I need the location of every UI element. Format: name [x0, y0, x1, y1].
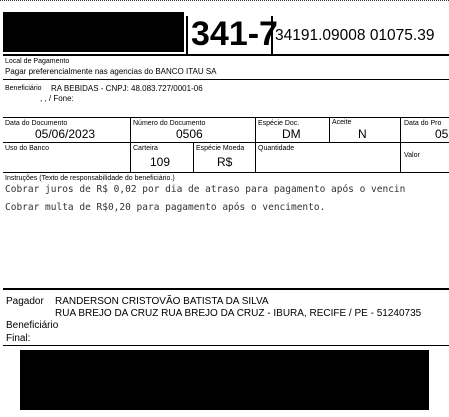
barcode-redacted	[20, 350, 429, 410]
doc-number-label: Número do Documento	[133, 120, 206, 127]
payment-place-value: Pagar preferencialmente nas agencias do BANCO ITAU SA	[5, 67, 217, 76]
payer-beneficiary-label: Beneficiário	[6, 320, 59, 331]
doc-kind-label: Espécie Doc.	[258, 120, 300, 127]
rule-row2	[3, 172, 449, 173]
proc-date-label: Data do Pro	[404, 120, 442, 127]
final-beneficiary-label: Final:	[6, 333, 31, 344]
payment-place-label: Local de Pagamento	[5, 58, 70, 65]
doc-kind-value: DM	[282, 127, 301, 141]
instruction-line: Cobrar juros de R$ 0,02 por dia de atraso para pagamento após o vencin	[5, 184, 406, 195]
row1-sep-3	[329, 117, 330, 142]
currency-label: Espécie Moeda	[196, 145, 245, 152]
digitable-line: 34191.09008 01075.39	[275, 27, 435, 44]
accept-value: N	[358, 127, 367, 141]
beneficiary-address: , , / Fone:	[40, 94, 74, 103]
rule-row1	[3, 142, 449, 143]
payer-address: RUA BREJO DA CRUZ RUA BREJO DA CRUZ - IBURA, RECIFE / PE - 51240735	[55, 308, 422, 319]
wallet-label: Carteira	[133, 145, 158, 152]
payer-name: RANDERSON CRISTOVÃO BATISTA DA SILVA	[55, 296, 269, 307]
header-separator-right	[271, 16, 273, 54]
accept-label: Aceite	[332, 119, 352, 126]
quantity-label: Quantidade	[258, 145, 295, 152]
doc-date-value: 05/06/2023	[35, 127, 96, 141]
row2-sep-3	[255, 142, 256, 172]
payer-label: Pagador	[6, 296, 44, 307]
row2-sep-2	[193, 142, 194, 172]
bank-logo-redacted	[3, 12, 184, 52]
header-separator-left	[186, 16, 188, 54]
doc-number-value: 0506	[176, 127, 203, 141]
bank-use-label: Uso do Banco	[5, 145, 49, 152]
wallet-value: 109	[150, 155, 171, 169]
bank-code: 341-7	[191, 15, 278, 53]
instruction-line: Cobrar multa de R$0,20 para pagamento após o vencimento.	[5, 202, 326, 213]
value-label: Valor	[404, 152, 420, 159]
instructions-label: Instruções (Texto de responsabilidade do beneficiário.)	[5, 175, 175, 182]
row1-sep-4	[400, 117, 401, 142]
row2-sep-4	[400, 142, 401, 172]
rule-instructions	[3, 288, 449, 290]
row2-sep-1	[130, 142, 131, 172]
beneficiary-name: RA BEBIDAS - CNPJ: 48.083.727/0001-06	[51, 84, 203, 93]
doc-date-label: Data do Documento	[5, 120, 68, 127]
header-bottom-rule	[3, 54, 449, 56]
cut-line	[0, 0, 449, 1]
row1-sep-1	[130, 117, 131, 142]
proc-date-value: 05	[435, 127, 449, 141]
rule-payment-place	[3, 79, 449, 80]
beneficiary-label: Beneficiário	[5, 85, 42, 92]
row1-sep-2	[255, 117, 256, 142]
rule-payer	[3, 345, 449, 346]
rule-beneficiary	[3, 117, 449, 118]
currency-value: R$	[217, 155, 233, 169]
